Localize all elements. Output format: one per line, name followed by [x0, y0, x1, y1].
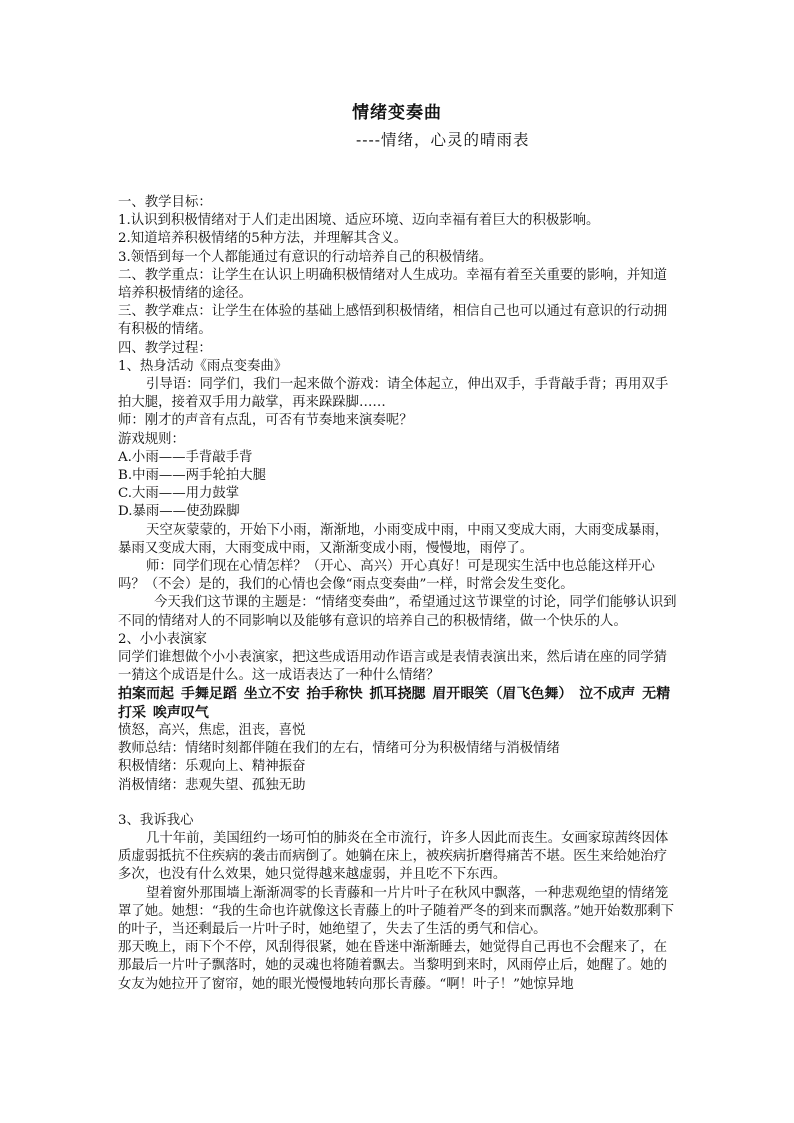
section-2-heading: 2、小小表演家 — [118, 631, 207, 647]
section-3-paragraph-2: 望着窗外那围墙上渐渐凋零的长青藤和一片片叶子在秋风中飘落，一种悲观绝望的情绪笼罩了她。她想：“我的生命也许就像这长青藤上的叶子随着严冬的到来而飘落。”她开始数那剩下的叶子，当还剩最后一片叶子时，她绝望了，失去了生活的勇气和信心。 — [118, 885, 675, 937]
rule-a: A.小雨——手背敲手背 — [118, 449, 253, 465]
section-3-paragraph-3: 那天晚上，雨下个不停，风刮得很紧，她在昏迷中渐渐睡去，她觉得自己再也不会醒来了，在那最后一片叶子飘落时，她的灵魂也将随着飘去。当黎明到来时，风雨停止后，她醒了。她的女友为她拉开了窗帘，她的眼光慢慢地转向那长青藤。“啊！叶子！”她惊异地 — [118, 940, 668, 992]
rule-b: B.中雨——两手轮拍大腿 — [118, 468, 267, 484]
section-1-heading: 1、热身活动《雨点变奏曲》 — [118, 358, 288, 374]
section-2-summary: 教师总结：情绪时刻都伴随在我们的左右，情绪可分为积极情绪与消极情绪 — [118, 741, 560, 757]
section-1-theme: 今天我们这节课的主题是：“情绪变奏曲”，希望通过这节课堂的讨论，同学们能够认识到不同的情绪对人的不同影响以及能够有意识的培养自己的积极情绪，做一个快乐的人。 — [118, 595, 677, 629]
section-3-paragraph-1: 几十年前，美国纽约一场可怕的肺炎在全市流行，许多人因此而丧生。女画家琼茜终因体质虚弱抵抗不住疾病的袭击而病倒了。她躺在床上，被疾病折磨得痛苦不堪。医生来给她治疗多次，也没有什么效果，她只觉得越来越虚弱，并且吃不下东西。 — [118, 830, 669, 883]
difficult-points: 三、教学难点：让学生在体验的基础上感悟到积极情绪，相信自己也可以通过有意识的行动拥有积极的情绪。 — [118, 304, 668, 338]
objectives-heading: 一、教学目标： — [118, 195, 212, 210]
section-1-story: 天空灰蒙蒙的，开始下小雨，渐渐地，小雨变成中雨，中雨又变成大雨，大雨变成暴雨，暴雨又变成大雨，大雨变成中雨，又渐渐变成小雨，慢慢地，雨停了。 — [118, 522, 669, 556]
negative-emotions: 消极情绪：悲观失望、孤独无助 — [118, 777, 306, 793]
document-title: 情绪变奏曲 — [352, 103, 442, 123]
objective-2: 2.知道培养积极情绪的5种方法，并理解其含义。 — [118, 231, 408, 247]
process-heading: 四、教学过程： — [118, 340, 212, 356]
section-1-lead: 引导语：同学们，我们一起来做个游戏：请全体起立，伸出双手，手背敲手背；再用双手拍大腿，接着双手用力敲掌，再来跺跺脚…… — [118, 377, 669, 411]
section-2-emotions: 愤怒，高兴，焦虑，沮丧，喜悦 — [118, 722, 306, 738]
objective-3: 3.领悟到每一个人都能通过有意识的行动培养自己的积极情绪。 — [118, 249, 493, 265]
positive-emotions: 积极情绪：乐观向上、精神振奋 — [118, 759, 306, 775]
spacer — [118, 795, 678, 812]
section-2-idioms: 拍案而起 手舞足蹈 坐立不安 抬手称快 抓耳挠腮 眉开眼笑（眉飞色舞） 泣不成声 无精打采 唉声叹气 — [118, 686, 671, 721]
key-points: 二、教学重点：让学生在认识上明确积极情绪对人生成功。幸福有着至关重要的影响，并知道培养积极情绪的途径。 — [118, 267, 668, 302]
section-1-teacher-2: 师：同学们现在心情怎样？（开心、高兴）开心真好！可是现实生活中也总能这样开心吗？（不会）是的，我们的心情也会像“雨点变奏曲”一样，时常会发生变化。 — [118, 559, 655, 593]
section-2-description: 同学们谁想做个小小表演家，把这些成语用动作语言或是表情表演出来，然后请在座的同学猜一猜这个成语是什么。这一成语表达了一种什么情绪？ — [118, 650, 668, 684]
rule-d: D.暴雨——使劲跺脚 — [118, 504, 240, 520]
document-subtitle: ----情绪，心灵的晴雨表 — [356, 131, 530, 149]
section-1-teacher-1: 师：刚才的声音有点乱，可否有节奏地来演奏呢？ — [118, 413, 413, 429]
section-3-heading: 3、我诉我心 — [118, 812, 194, 828]
objective-1: 1.认识到积极情绪对于人们走出困境、适应环境、迈向幸福有着巨大的积极影响。 — [118, 213, 600, 229]
document-body — [118, 194, 678, 994]
rule-c: C.大雨——用力鼓掌 — [118, 486, 240, 502]
rules-heading: 游戏规则： — [118, 431, 185, 447]
